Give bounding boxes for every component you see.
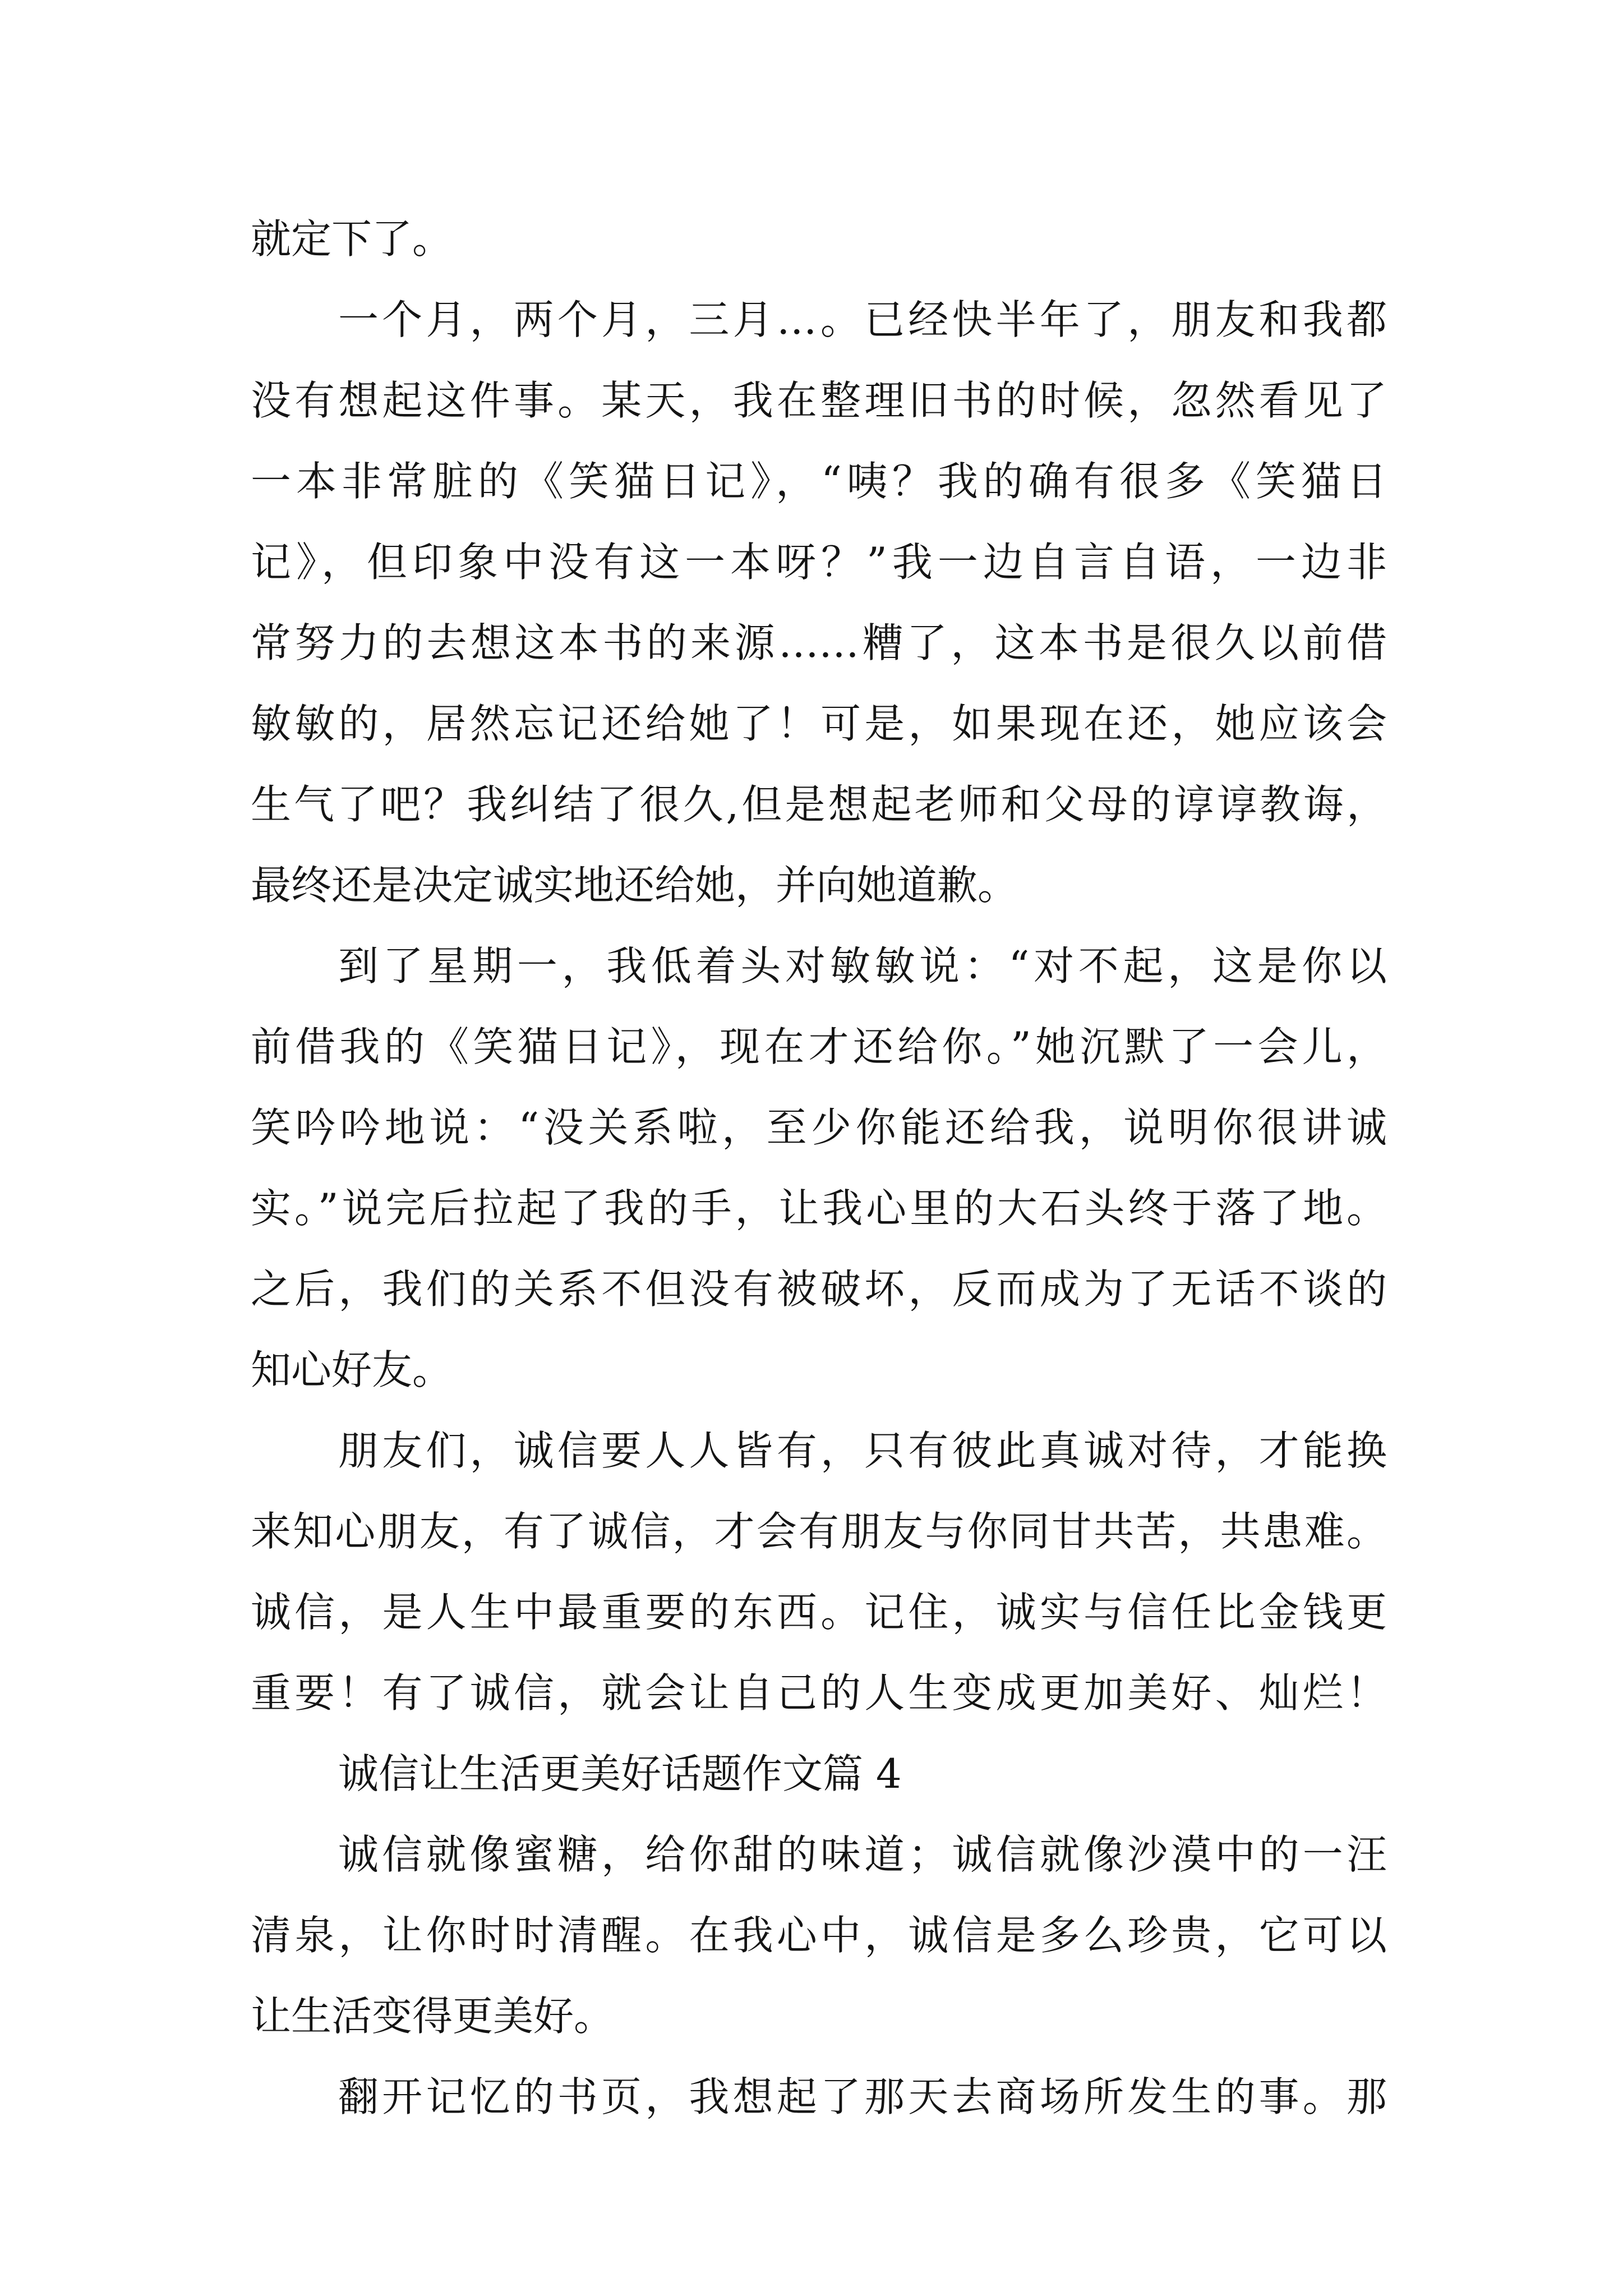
text-line: 翻开记忆的书页，我想起了那天去商场所发生的事。那 (338, 2073, 1387, 2120)
text-line: 重要！有了诚信，就会让自己的人生变成更加美好、灿烂！ (251, 1669, 1387, 1717)
text-line: 诚信，是人生中最重要的东西。记住，诚实与信任比金钱更 (251, 1589, 1387, 1636)
text-line: 一个月，两个月，三月…。已经快半年了，朋友和我都 (338, 296, 1387, 343)
paragraph (251, 279, 1387, 926)
text-line: 前借我的《笑猫日记》，现在才还给你。”她沉默了一会儿， (251, 1023, 1387, 1070)
text-line: 清泉，让你时时清醒。在我心中，诚信是多么珍贵，它可以 (251, 1912, 1387, 1959)
document-body (251, 199, 1387, 2137)
text-line: 记》，但印象中没有这一本呀？”我一边自言自语，一边非 (251, 539, 1387, 586)
paragraph (251, 1410, 1387, 1733)
text-line: 笑吟吟地说：“没关系啦，至少你能还给我，说明你很讲诚 (251, 1104, 1387, 1151)
text-line: 之后，我们的关系不但没有被破坏，反而成为了无话不谈的 (251, 1266, 1387, 1313)
text-line: 就定下了。 (251, 215, 453, 263)
text-line: 来知心朋友，有了诚信，才会有朋友与你同甘共苦，共患难。 (251, 1508, 1387, 1555)
section-heading (251, 1733, 1387, 1814)
text-line: 知心好友。 (251, 1346, 453, 1393)
paragraph (251, 2056, 1387, 2137)
paragraph (251, 926, 1387, 1410)
text-line: 没有想起这件事。某天，我在整理旧书的时候，忽然看见了 (251, 377, 1387, 424)
text-line: 生气了吧？我纠结了很久,但是想起老师和父母的谆谆教诲， (251, 781, 1387, 828)
text-line: 常努力的去想这本书的来源……糟了，这本书是很久以前借 (251, 619, 1387, 666)
text-line: 诚信就像蜜糖，给你甜的味道；诚信就像沙漠中的一汪 (338, 1831, 1387, 1878)
text-line: 敏敏的，居然忘记还给她了！可是，如果现在还，她应该会 (251, 700, 1387, 747)
text-line: 到了星期一，我低着头对敏敏说：“对不起，这是你以 (338, 942, 1387, 990)
heading-line: 诚信让生活更美好话题作文篇 4 (338, 1750, 902, 1797)
text-line: 最终还是决定诚实地还给她，并向她道歉。 (251, 862, 1018, 909)
text-line: 让生活变得更美好。 (251, 1993, 615, 2040)
text-line: 朋友们，诚信要人人皆有，只有彼此真诚对待，才能换 (338, 1427, 1387, 1474)
paragraph (251, 199, 1387, 279)
text-line: 一本非常脏的《笑猫日记》，“咦？我的确有很多《笑猫日 (251, 458, 1387, 505)
text-line: 实。”说完后拉起了我的手，让我心里的大石头终于落了地。 (251, 1185, 1387, 1232)
paragraph (251, 1814, 1387, 2056)
